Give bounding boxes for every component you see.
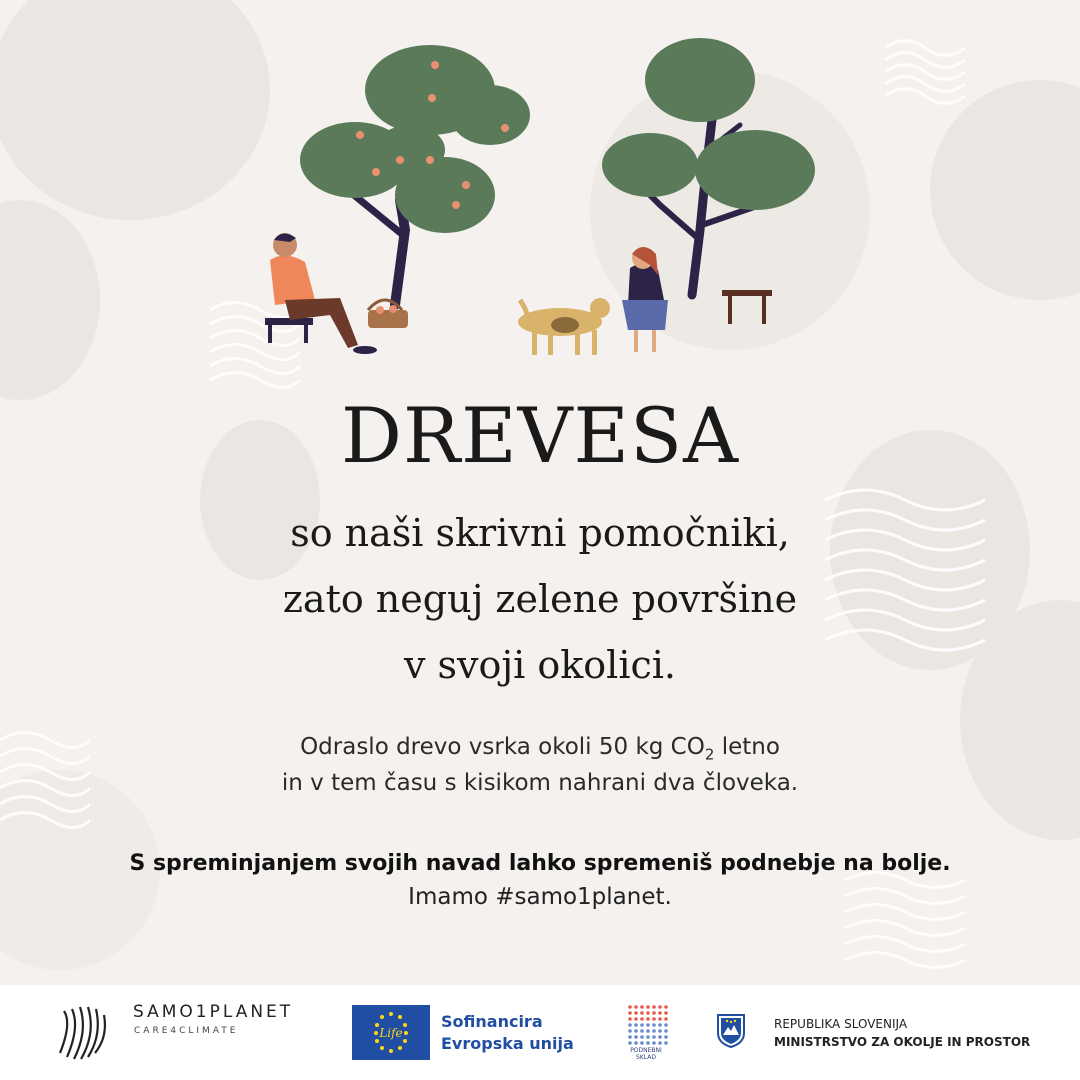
- gov-line-2: MINISTRSTVO ZA OKOLJE IN PROSTOR: [774, 1035, 1031, 1049]
- man-on-bench: [265, 233, 377, 354]
- eu-text-line-1: Sofinancira: [441, 1012, 543, 1031]
- podnebni-sklad-label: [622, 1048, 670, 1061]
- headline: DREVESA: [341, 391, 739, 480]
- bg-circle: [0, 200, 100, 400]
- podnebni-sklad-logo-icon: [626, 1003, 668, 1047]
- dog: [518, 298, 610, 355]
- samo1planet-logo-icon: [52, 1003, 112, 1063]
- fund-label-line-1: PODNEBNI: [630, 1047, 662, 1054]
- brand-tagline: CARE4CLIMATE: [134, 1026, 239, 1036]
- eu-text-line-2: Evropska unija: [441, 1034, 574, 1053]
- wave-pattern: [820, 480, 990, 660]
- hashtag-line: Imamo #samo1planet.: [408, 884, 672, 910]
- footer: [0, 985, 1080, 1080]
- subheadline-line-2: zato neguj zelene površine: [282, 577, 798, 621]
- wave-pattern: [880, 28, 970, 108]
- gov-line-1: REPUBLIKA SLOVENIJA: [774, 1017, 908, 1031]
- eu-flag-label: Life: [379, 1026, 403, 1040]
- fact-line-1: [0, 736, 1080, 763]
- apple-tree: [300, 45, 530, 305]
- slovenia-coat-of-arms-icon: [716, 1013, 746, 1049]
- table: [722, 290, 772, 324]
- fact-line-1-tail: letno: [714, 734, 780, 760]
- eu-life-flag-icon: [352, 1005, 430, 1060]
- girl: [622, 247, 668, 352]
- subheadline-line-1: so naši skrivni pomočniki,: [290, 511, 790, 555]
- brand-name: SAMO1PLANET: [133, 1002, 294, 1022]
- wave-pattern: [840, 860, 970, 970]
- bg-circle: [930, 80, 1080, 300]
- fact-line-1-text: Odraslo drevo vsrka okoli 50 kg CO: [300, 734, 705, 760]
- fact-line-2: in v tem času s kisikom nahrani dva človeka.: [281, 770, 799, 796]
- park-illustration: [240, 30, 840, 370]
- fund-label-line-2: SKLAD: [636, 1053, 656, 1061]
- co2-subscript: 2: [704, 745, 715, 764]
- basket: [368, 300, 408, 328]
- bg-circle: [0, 0, 270, 220]
- call-to-action: S spreminjanjem svojih navad lahko spremeniš podnebje na bolje.: [129, 851, 951, 876]
- subheadline-line-3: v svoji okolici.: [403, 643, 676, 687]
